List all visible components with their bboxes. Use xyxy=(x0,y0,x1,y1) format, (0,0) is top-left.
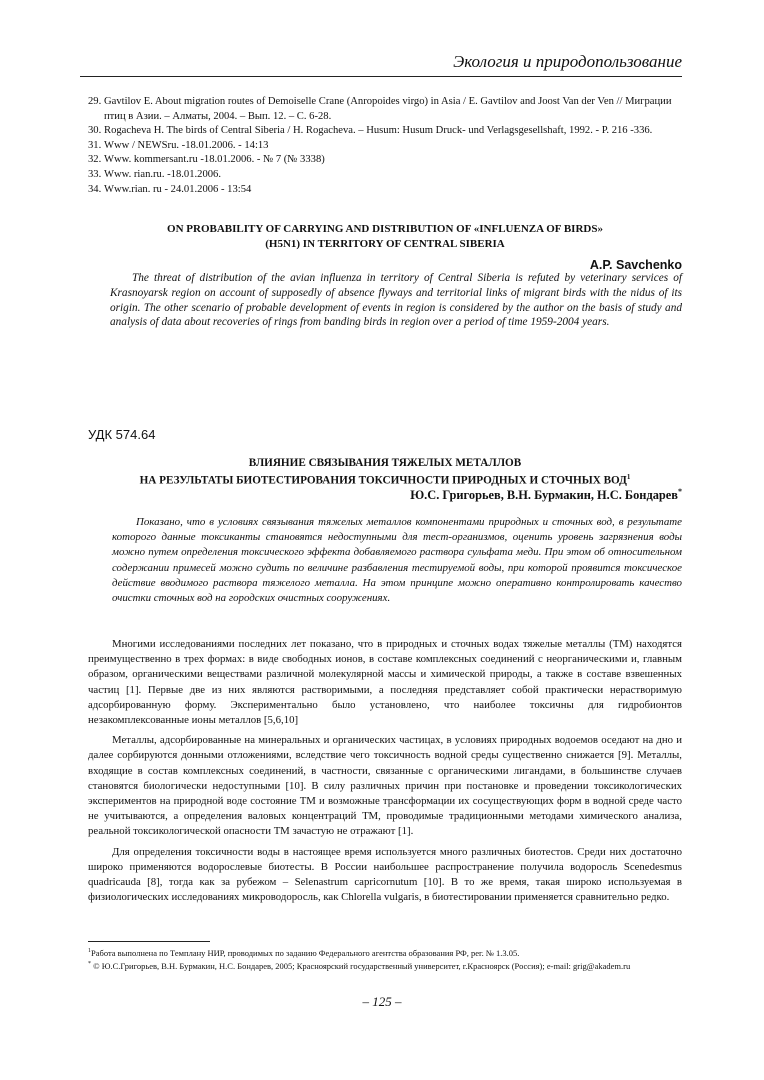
reference-number: 33. xyxy=(88,168,102,180)
reference-list xyxy=(88,95,688,197)
reference-text: Www. rian.ru. -18.01.2006. xyxy=(104,168,221,180)
english-title-line: ON PROBABILITY OF CARRYING AND DISTRIBUTION OF «INFLUENZA OF BIRDS» xyxy=(167,223,603,235)
reference-text: Www / NEWSru. -18.01.2006. - 14:13 xyxy=(104,139,269,151)
authors-text: Ю.С. Григорьев, В.Н. Бурмакин, Н.С. Бондарев xyxy=(410,488,678,503)
reference-number: 34. xyxy=(88,183,102,195)
footnote xyxy=(88,946,682,959)
footnote-text: Работа выполнена по Темплану НИР, проводимых по заданию Федерального агентства образования РФ, рег. № 1.3.05. xyxy=(91,947,520,958)
english-article-title xyxy=(90,222,680,252)
russian-article-title xyxy=(90,456,680,488)
reference-number: 31. xyxy=(88,139,102,151)
title-footnote-mark: 1 xyxy=(626,473,631,481)
authors-footnote-mark: * xyxy=(678,487,682,496)
body-paragraph: Металлы, адсорбированные на минеральных и органических частицах, в условиях природных водоемов оседают на дно и далее сорбируются донными отложениями, вследствие чего токсичность водной среды существенно снижается [9]. Металлы, входящие в состав комплексных соединений, в частности, связанные с органическими лигандами, в большинстве случаев становятся биологически недоступными [10]. В силу различных причин при постановке и проведении токсикологических экспериментов на природной воде состояние ТМ и возможные трансформации их сосуществующих форм в водной среде часто не учитываются, а определения валовых концентраций ТМ, проводимые традиционными методами химического анализа, реальной токсикологической опасности ТМ зачастую не отражают [1]. xyxy=(88,734,682,838)
page-number: – 125 – xyxy=(362,994,402,1009)
footnote-mark: 1 xyxy=(88,948,91,954)
russian-title-line-2 xyxy=(90,470,680,488)
body-paragraph: Многими исследованиями последних лет показано, что в природных и сточных водах тяжелые металлы (ТМ) находятся преимущественно в трех формах: в виде свободных ионов, в составе комплексных соединений с неорганическими и, главным образом, органическими веществами различной молекулярной массы и химической природы, а также в составе взвешенных частиц [1]. Первые две из них являются растворимыми, а последняя представляет собой практически нерастворимую адсорбированную форму. Экспериментально было установлено, что наиболее токсичны для гидробионтов незакомплексованные ионы металлов [5,6,10] xyxy=(88,638,682,727)
footnote-divider xyxy=(88,941,210,942)
reference-text: Www. kommersant.ru -18.01.2006. - № 7 (№ 3338) xyxy=(104,154,325,166)
footnote xyxy=(88,959,682,972)
body-paragraph: Для определения токсичности воды в настоящее время используется много различных биотестов. Среди них достаточно широко применяются водорослевые биотесты. В России наибольшее распространение получила водоросль Scenedesmus quadricauda [8], тогда как за рубежом – Selenastrum capricornutum [10]. В то же время, такая широко используемая в физиологических исследованиях микроводоросль, как Chlorella vulgaris, в биотестировании применяется сравнительно редко. xyxy=(88,845,682,904)
reference-text: Www.rian. ru - 24.01.2006 - 13:54 xyxy=(104,183,252,195)
reference-text: Gavtilov E. About migration routes of Demoiselle Crane (Anropoides virgo) in Asia / E. Gavtilov and Joost Van der Ven // Миграции птиц в Азии. – Алматы, 2004. – Вып. 12. – С. 6-28. xyxy=(104,96,672,122)
russian-title-text: НА РЕЗУЛЬТАТЫ БИОТЕСТИРОВАНИЯ ТОКСИЧНОСТИ ПРИРОДНЫХ И СТОЧНЫХ ВОД xyxy=(139,474,627,487)
reference-number: 29. xyxy=(88,96,102,107)
reference-item xyxy=(88,183,688,198)
english-article-author: A.P. Savchenko xyxy=(589,258,682,272)
english-title-line: (H5N1) IN TERRITORY OF CENTRAL SIBERIA xyxy=(265,238,505,250)
russian-article-abstract: Показано, что в условиях связывания тяжелых металлов компонентами природных и сточных вод, в результате которого данные токсиканты становятся недоступными для тест-организмов, оценить уровень загрязнения воды можно путем определения токсического эффекта добавляемого раствора сульфата меди. При этом об относительном содержании примесей можно судить по величине разбавления тестируемой воды, при которой проявится токсическое действие вводимого раствора тяжелого металла. На этом принципе можно оперативно контролировать качество очистки сточных вод на городских очистных сооружениях. xyxy=(112,516,682,605)
footnote-text: © Ю.С.Григорьев, В.Н. Бурмакин, Н.С. Бондарев, 2005; Красноярский государственный университет, г.Красноярск (Россия); e-mail: grig@akadem.ru xyxy=(93,960,631,971)
russian-article-authors xyxy=(300,487,682,503)
reference-item xyxy=(88,124,688,139)
reference-item xyxy=(88,153,688,168)
reference-number: 30. xyxy=(88,125,102,137)
footnotes xyxy=(88,946,682,972)
journal-section-header: Экология и природопользование xyxy=(80,52,682,77)
udk-code: УДК 574.64 xyxy=(88,427,156,442)
reference-item xyxy=(88,168,688,183)
footnote-mark: * xyxy=(88,960,91,967)
article-body xyxy=(88,637,682,910)
reference-text: Rogacheva H. The birds of Central Siberia / H. Rogacheva. – Husum: Husum Druck- und Verlagsgesellshaft, 1992. - P. 216 -336. xyxy=(104,125,653,137)
english-article-abstract: The threat of distribution of the avian influenza in territory of Central Siberia is refuted by veterinary services of Krasnoyarsk region on account of supposedly of absence flyways and territorial links of migrant birds with the nidus of its origin. The other scenario of probable development of events in region is considered by the author on the basis of study and analysis of data about recoveries of rings from banding birds in region over a period of time 1959-2004 years. xyxy=(110,272,682,329)
reference-number: 32. xyxy=(88,154,102,166)
reference-item xyxy=(88,95,688,124)
reference-item xyxy=(88,139,688,154)
russian-title-line: ВЛИЯНИЕ СВЯЗЫВАНИЯ ТЯЖЕЛЫХ МЕТАЛЛОВ xyxy=(248,457,522,469)
